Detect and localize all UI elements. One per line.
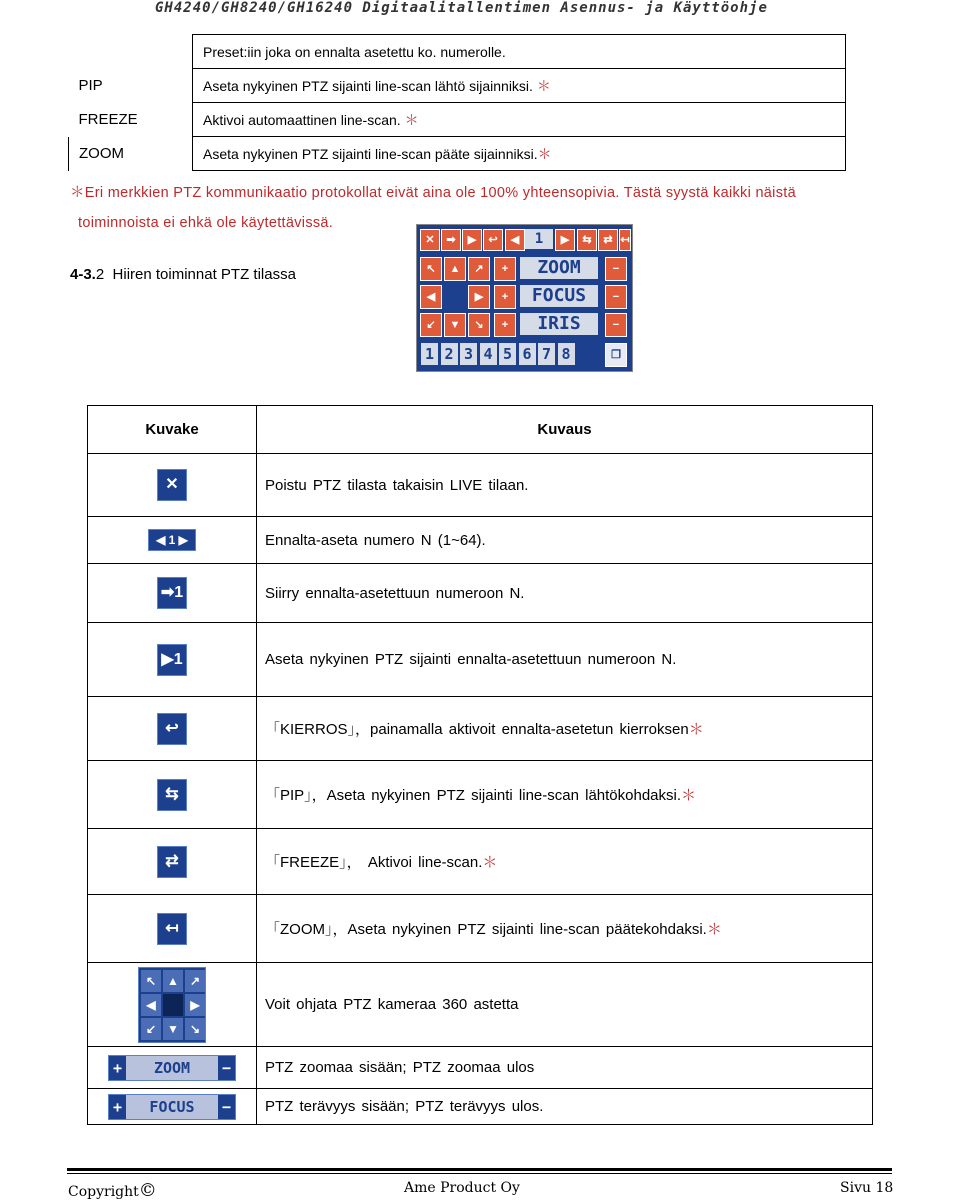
table-row: [88, 517, 873, 564]
table-row: [88, 963, 873, 1047]
preset-number-5: 5: [499, 343, 516, 365]
description-cell: 「KIERROS」，painamalla aktivoit ennalta-asetetun kierroksen＊: [257, 697, 873, 761]
close-icon: ✕: [420, 229, 440, 251]
preset-number-8: 8: [558, 343, 575, 365]
plus-icon: +: [494, 257, 516, 281]
table-row: [88, 1047, 873, 1089]
description-cell: Siirry ennalta-asetettuun numeroon N.: [257, 564, 873, 623]
footer-page-number: Sivu 18: [840, 1180, 894, 1196]
set-preset-icon: ▶1: [157, 644, 187, 676]
arrow-down-right-icon: ↘: [468, 313, 490, 337]
document-header: GH4240/GH8240/GH16240 Digitaalitallentimen Asennus- ja Käyttöohje: [155, 0, 768, 16]
arrow-up-right-icon: ↗: [468, 257, 490, 281]
freeze-icon: ⇄: [598, 229, 618, 251]
preset-number-3: 3: [460, 343, 477, 365]
arrow-down-left-icon: ↙: [420, 313, 442, 337]
table-desc: Aseta nykyinen PTZ sijainti line-scan lähtö sijainniksi. ＊: [193, 69, 846, 103]
description-cell: Voit ohjata PTZ kameraa 360 astetta: [257, 963, 873, 1047]
freeze-icon: ⇄: [157, 846, 187, 878]
iris-label: IRIS: [520, 313, 598, 335]
chevron-right-icon: ▶: [555, 229, 575, 251]
pip-icon: ⇆: [577, 229, 597, 251]
arrow-down-icon: ▼: [444, 313, 466, 337]
table-key: [69, 35, 193, 69]
table-desc: Aktivoi automaattinen line-scan. ＊: [193, 103, 846, 137]
table-desc: Aseta nykyinen PTZ sijainti line-scan pääte sijainniksi.＊: [193, 137, 846, 171]
table-row: [88, 1089, 873, 1125]
description-cell: Ennalta-aseta numero N (1~64).: [257, 517, 873, 564]
tour-icon: ↩: [157, 713, 187, 745]
zoom-label: ZOOM: [520, 257, 598, 279]
preset-number-7: 7: [538, 343, 555, 365]
icon-cell: [88, 895, 257, 963]
pip-icon: ⇆: [157, 779, 187, 811]
icon-cell: [88, 517, 257, 564]
footer-company: Ame Product Oy: [404, 1180, 520, 1196]
set-preset-icon: ▶: [462, 229, 482, 251]
icon-cell: [88, 1089, 257, 1125]
arrow-up-icon: ▲: [444, 257, 466, 281]
icon-cell: [88, 1047, 257, 1089]
table-key: FREEZE: [78, 111, 138, 128]
footer-rule: [67, 1168, 892, 1171]
table-key: PIP: [78, 77, 103, 94]
column-header-description: Kuvaus: [257, 406, 873, 454]
close-icon: ✕: [157, 469, 187, 501]
description-cell: Poistu PTZ tilasta takaisin LIVE tilaan.: [257, 454, 873, 517]
preset-number-4: 4: [480, 343, 497, 365]
zoom-scan-icon: ↤: [619, 229, 631, 251]
table-key: ZOOM: [69, 137, 193, 171]
footer-copyright: Copyright©: [68, 1180, 157, 1201]
icon-cell: [88, 829, 257, 895]
ptz-function-table-continued: [68, 34, 846, 171]
description-cell: PTZ terävyys sisään; PTZ terävyys ulos.: [257, 1089, 873, 1125]
zoom-scan-icon: ↤: [157, 913, 187, 945]
icon-cell: [88, 697, 257, 761]
table-row: [88, 564, 873, 623]
goto-preset-icon: ➡1: [157, 577, 187, 609]
description-cell: 「PIP」，Aseta nykyinen PTZ sijainti line-scan lähtökohdaksi.＊: [257, 761, 873, 829]
table-row: [88, 895, 873, 963]
tour-icon: ↩: [483, 229, 503, 251]
column-header-icon: Kuvake: [88, 406, 257, 454]
minus-icon: −: [605, 285, 627, 309]
description-cell: 「ZOOM」，Aseta nykyinen PTZ sijainti line-scan päätekohdaksi.＊: [257, 895, 873, 963]
description-cell: Aseta nykyinen PTZ sijainti ennalta-asetettuun numeroon N.: [257, 623, 873, 697]
mouse-function-table: [87, 405, 873, 1125]
description-cell: PTZ zoomaa sisään; PTZ zoomaa ulos: [257, 1047, 873, 1089]
window-icon: ❐: [605, 343, 627, 367]
compatibility-note: ＊Eri merkkien PTZ kommunikaatio protokollat eivät aina ole 100% yhteensopivia. Tästä syystä kaikki näistä toiminnoista ei ehkä ole käytettävissä.: [70, 185, 796, 231]
icon-cell: [88, 963, 257, 1047]
goto-preset-icon: ➡: [441, 229, 461, 251]
focus-label: FOCUS: [520, 285, 598, 307]
footer-rule-thin: [67, 1173, 892, 1174]
preset-number-1: 1: [421, 343, 438, 365]
icon-cell: [88, 454, 257, 517]
preset-number-6: 6: [519, 343, 536, 365]
focus-control-icon: + FOCUS −: [108, 1094, 236, 1120]
arrow-up-left-icon: ↖: [420, 257, 442, 281]
icon-cell: [88, 761, 257, 829]
table-desc: Preset:iin joka on ennalta asetettu ko. numerolle.: [193, 35, 846, 69]
arrow-right-icon: ▶: [468, 285, 490, 309]
preset-number-display: 1: [525, 229, 553, 249]
table-row: [88, 454, 873, 517]
plus-icon: +: [494, 285, 516, 309]
preset-number-2: 2: [441, 343, 458, 365]
description-cell: 「FREEZE」， Aktivoi line-scan.＊: [257, 829, 873, 895]
table-row: [88, 829, 873, 895]
plus-icon: +: [494, 313, 516, 337]
zoom-control-icon: + ZOOM −: [108, 1055, 236, 1081]
minus-icon: −: [605, 313, 627, 337]
minus-icon: −: [605, 257, 627, 281]
icon-cell: [88, 564, 257, 623]
direction-pad-icon: ↖ ▲ ↗ ◀ ▶ ↙ ▼ ↘: [138, 967, 206, 1043]
chevron-left-icon: ◀: [505, 229, 525, 251]
preset-number-icon: ◀ 1 ▶: [148, 529, 196, 551]
icon-cell: [88, 623, 257, 697]
arrow-left-icon: ◀: [420, 285, 442, 309]
table-row: [88, 623, 873, 697]
section-heading: 4-3.2 Hiiren toiminnat PTZ tilassa: [70, 266, 296, 283]
table-row: [88, 761, 873, 829]
table-row: [88, 697, 873, 761]
ptz-control-panel-image: [416, 224, 633, 372]
